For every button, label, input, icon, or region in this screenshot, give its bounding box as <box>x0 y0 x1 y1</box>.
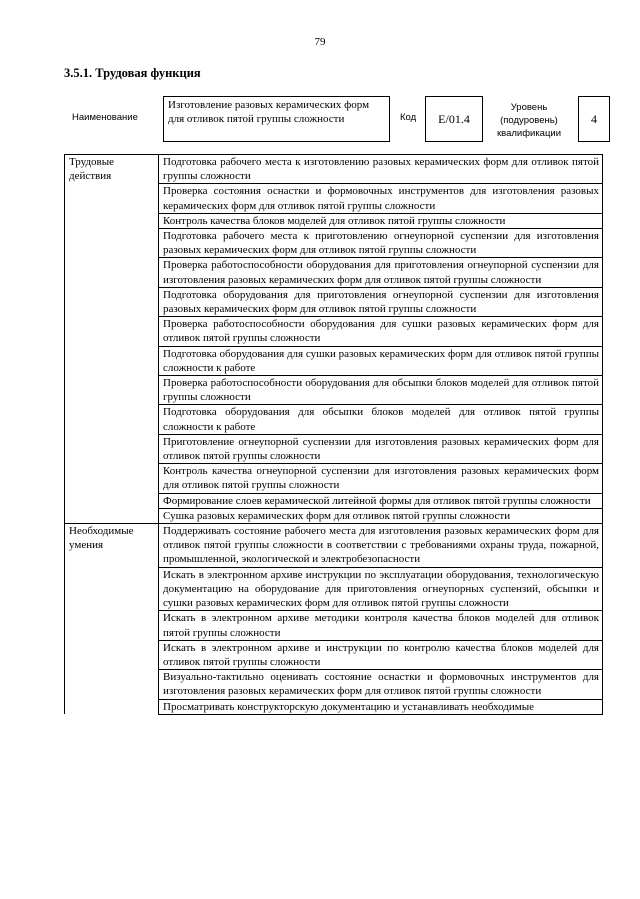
labor-action-item: Подготовка оборудования для сушки разовых керамических форм для отливок пятой группы сложности к работе <box>159 346 603 375</box>
required-skill-label: Необходимые умения <box>65 524 159 715</box>
required-skill-item: Просматривать конструкторскую документацию и устанавливать необходимые <box>159 699 603 714</box>
level-label-line2: (подуровень) <box>500 115 558 126</box>
labor-action-item: Контроль качества огнеупорной суспензии для изготовления разовых керамических форм для отливок пятой группы сложности <box>159 464 603 493</box>
labor-action-item: Подготовка оборудования для обсыпки блоков моделей для отливок пятой группы сложности к работе <box>159 405 603 434</box>
function-name-box: Изготовление разовых керамических форм для отливок пятой группы сложности <box>163 96 390 142</box>
labor-action-item: Проверка работоспособности оборудования для обсыпки блоков моделей для отливок пятой группы сложности <box>159 376 603 405</box>
labor-action-item: Сушка разовых керамических форм для отливок пятой группы сложности <box>159 508 603 523</box>
name-label: Наименование <box>72 112 138 123</box>
labor-action-item: Проверка работоспособности оборудования для приготовления огнеупорной суспензии для изготовления разовых керамических форм для отливок пятой группы сложности <box>159 258 603 287</box>
labor-action-item: Формирование слоев керамической литейной формы для отливок пятой группы сложности <box>159 493 603 508</box>
section-title: 3.5.1. Трудовая функция <box>64 66 201 80</box>
required-skill-row <box>65 524 603 568</box>
labor-action-item: Контроль качества блоков моделей для отливок пятой группы сложности <box>159 213 603 228</box>
labor-action-item: Подготовка рабочего места к изготовлению разовых керамических форм для отливок пятой группы сложности <box>159 155 603 184</box>
code-box: E/01.4 <box>425 96 483 142</box>
labor-action-row <box>65 155 603 184</box>
required-skill-item: Искать в электронном архиве и инструкции по контролю качества блоков моделей для отливок пятой группы сложности <box>159 640 603 669</box>
required-skill-item: Визуально-тактильно оценивать состояние оснастки и формовочных инструментов для изготовления разовых керамических форм для отливок пятой группы сложности <box>159 670 603 699</box>
qualification-level-label <box>490 101 568 140</box>
qualification-level-box: 4 <box>578 96 610 142</box>
function-table <box>64 154 603 715</box>
labor-action-item: Проверка работоспособности оборудования для сушки разовых керамических форм для отливок пятой группы сложности <box>159 317 603 346</box>
level-label-line1: Уровень <box>510 102 548 113</box>
required-skill-item: Искать в электронном архиве методики контроля качества блоков моделей для отливок пятой группы сложности <box>159 611 603 640</box>
labor-action-item: Подготовка оборудования для приготовления огнеупорной суспензии для изготовления разовых керамических форм для отливок пятой группы сложности <box>159 287 603 316</box>
labor-action-label: Трудовые действия <box>65 155 159 524</box>
required-skill-item: Поддерживать состояние рабочего места для изготовления разовых керамических форм для отливок пятой группы сложности в соответствии с требованиями охраны труда, пожарной, промышленной, экологической и электробезопасности <box>159 524 603 568</box>
labor-action-item: Приготовление огнеупорной суспензии для изготовления разовых керамических форм для отливок пятой группы сложности <box>159 434 603 463</box>
page-number: 79 <box>314 36 326 48</box>
level-label-line3: квалификации <box>496 128 562 139</box>
code-label: Код <box>400 112 417 123</box>
labor-action-item: Проверка состояния оснастки и формовочных инструментов для изготовления разовых керамических форм для отливок пятой группы сложности <box>159 184 603 213</box>
labor-action-item: Подготовка рабочего места к приготовлению огнеупорной суспензии для изготовления разовых керамических форм для отливок пятой группы сложности <box>159 229 603 258</box>
required-skill-item: Искать в электронном архиве инструкции по эксплуатации оборудования, технологическую документацию на оборудование для приготовления огнеупорных суспензий, обсыпки и сушки разовых керамических форм для отливок пятой группы сложности <box>159 567 603 611</box>
